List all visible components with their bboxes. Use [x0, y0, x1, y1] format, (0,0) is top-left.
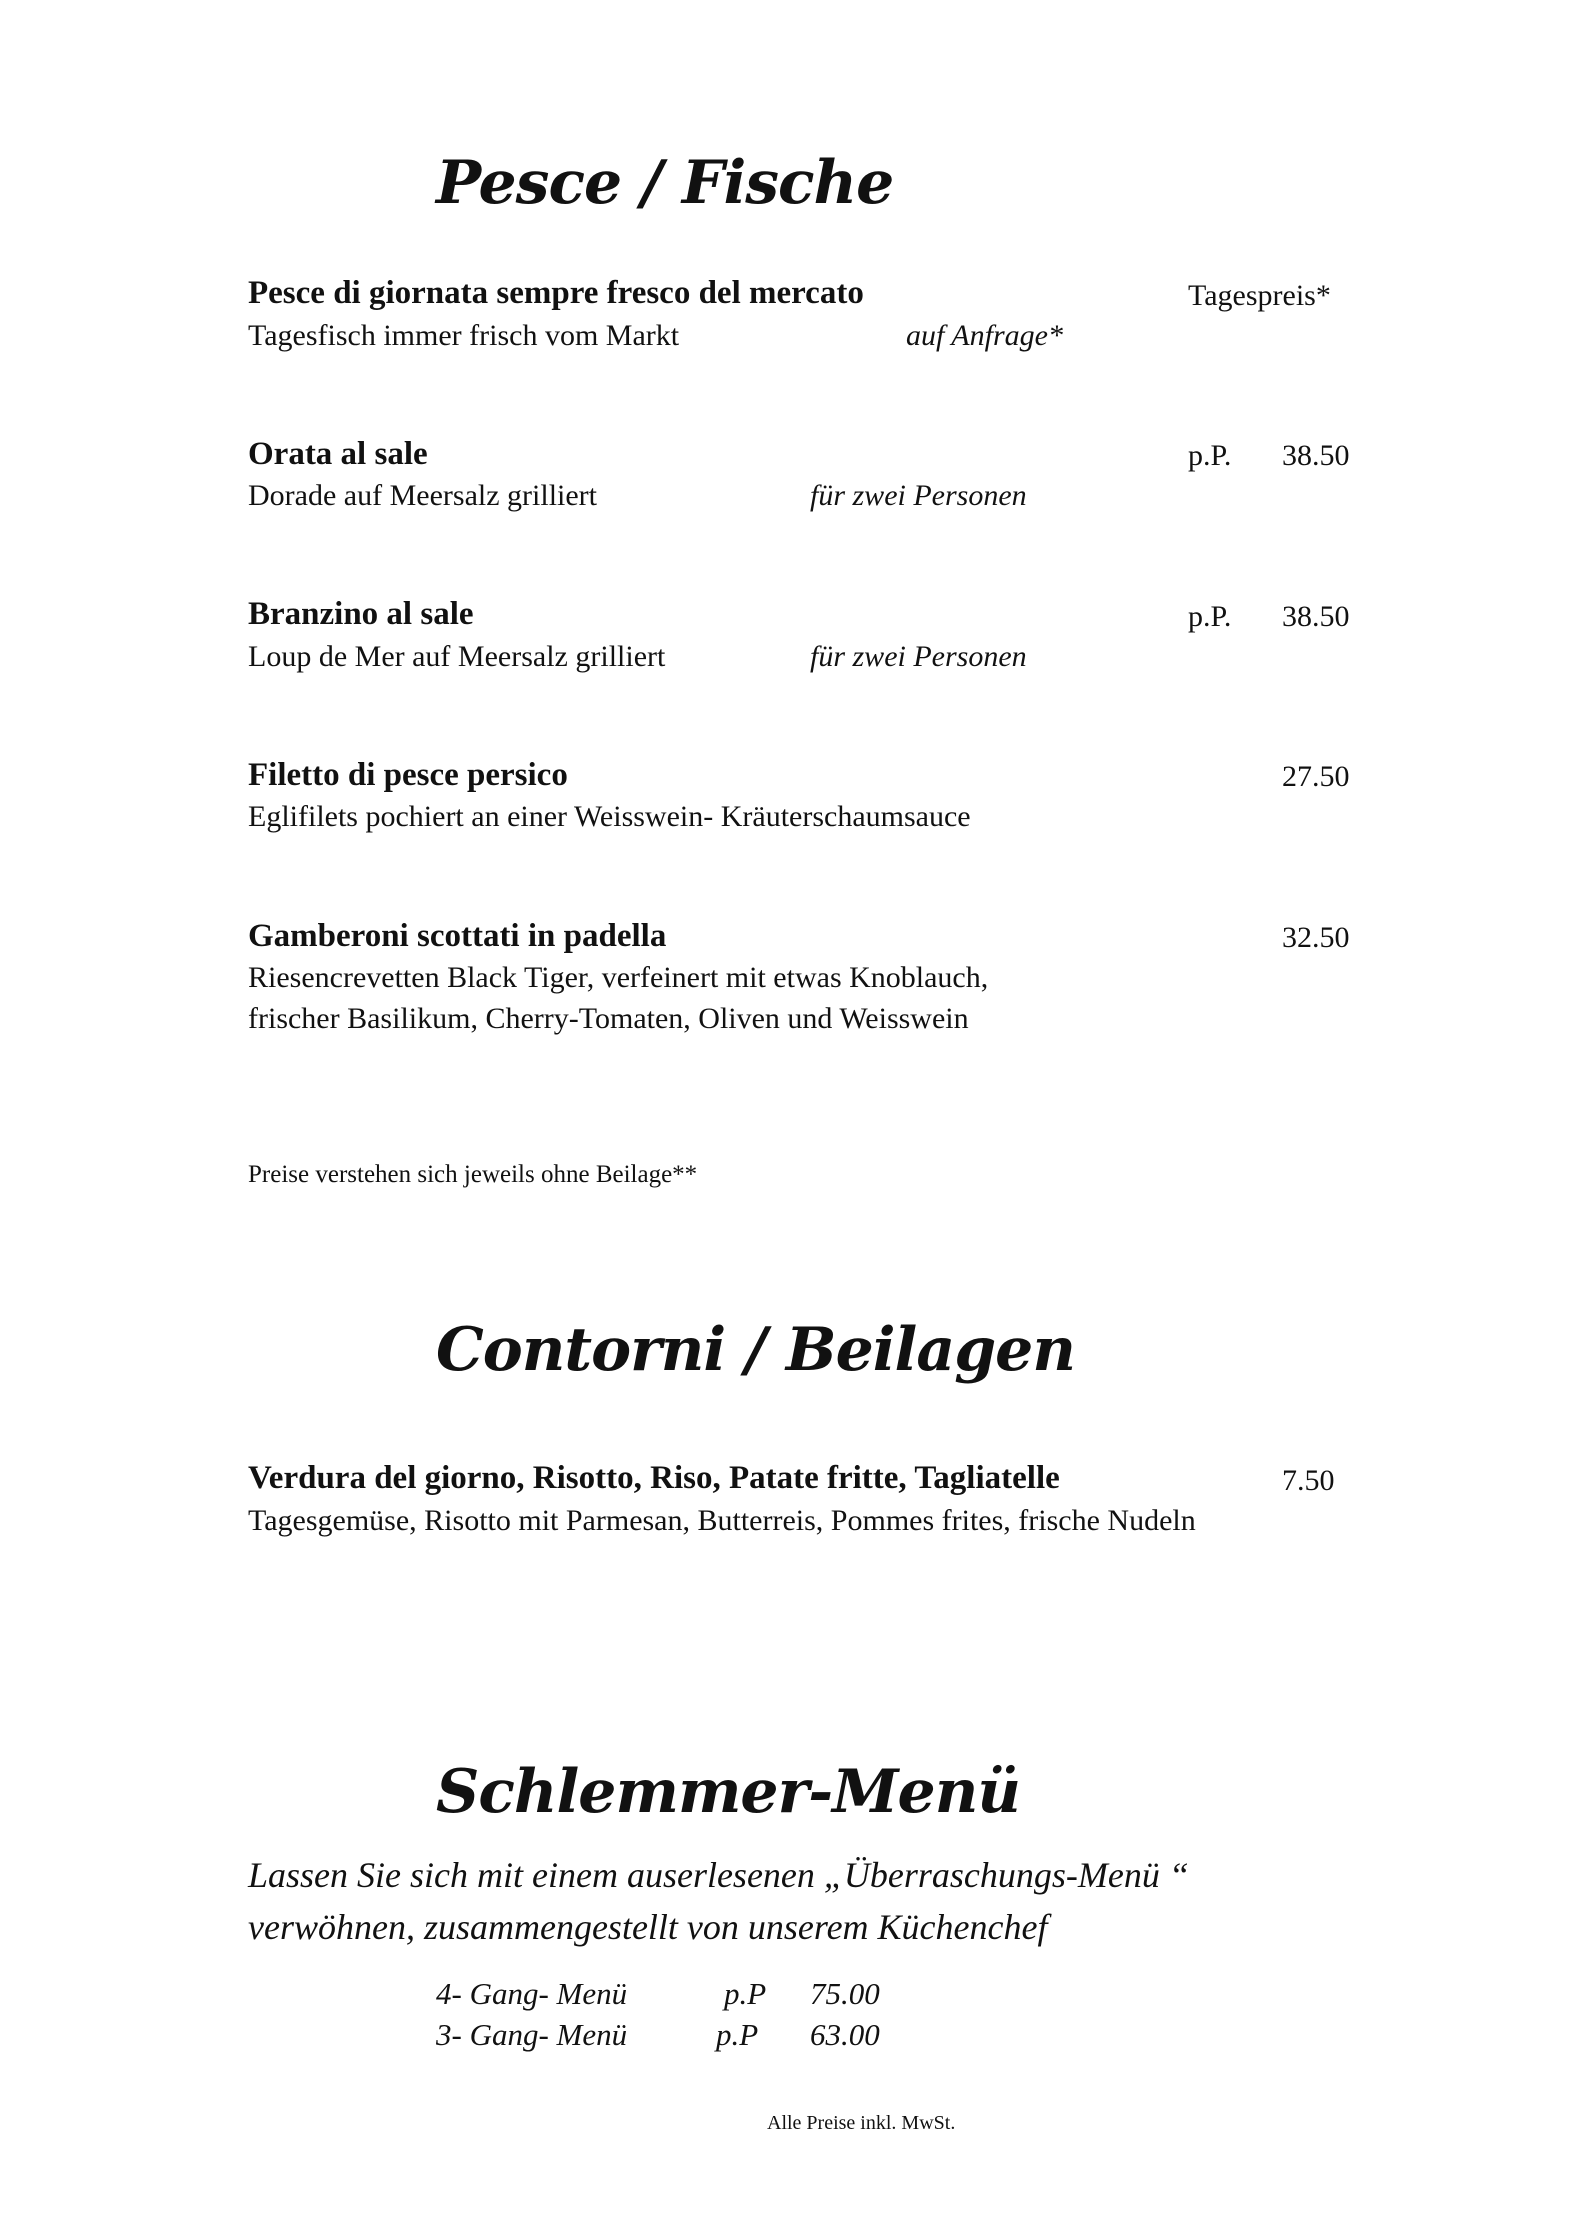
- dish-description: Dorade auf Meersalz grilliert: [248, 479, 597, 512]
- dish-description: Tagesfisch immer frisch vom Markt: [248, 319, 680, 352]
- dish-description-line2: frischer Basilikum, Cherry-Tomaten, Oliven und Weisswein: [248, 1002, 969, 1035]
- menu-option-label: 3- Gang- Menü: [436, 2017, 628, 2052]
- dish-name: Orata al sale: [248, 436, 428, 472]
- side-dish-price: 7.50: [1282, 1464, 1335, 1497]
- menu-intro-line2: verwöhnen, zusammengestellt von unserem Küchenchef: [248, 1907, 1048, 1947]
- dish-note: für zwei Personen: [810, 640, 1027, 673]
- dish-note: auf Anfrage*: [906, 319, 1063, 352]
- menu-section-title: Schlemmer-Menü: [436, 1757, 1020, 1827]
- menu-option-price: 75.00: [810, 1976, 880, 2011]
- menu-option-unit: p.P: [716, 2017, 759, 2052]
- sides-section-title: Contorni / Beilagen: [436, 1315, 1075, 1385]
- dish-name: Filetto di pesce persico: [248, 757, 568, 793]
- dish-price: 32.50: [1282, 921, 1350, 954]
- side-dish-description: Tagesgemüse, Risotto mit Parmesan, Butterreis, Pommes frites, frische Nudeln: [248, 1504, 1196, 1537]
- dish-price: Tagespreis*: [1188, 279, 1331, 312]
- dish-unit: p.P.: [1188, 439, 1232, 472]
- menu-option-unit: p.P: [724, 1976, 767, 2011]
- fish-section-title: Pesce / Fische: [436, 148, 894, 218]
- menu-intro-line1: Lassen Sie sich mit einem auserlesenen „Überraschungs-Menü “: [248, 1855, 1189, 1895]
- dish-name: Branzino al sale: [248, 596, 474, 632]
- dish-description: Riesencrevetten Black Tiger, verfeinert mit etwas Knoblauch,: [248, 961, 989, 994]
- dish-name: Pesce di giornata sempre fresco del mercato: [248, 275, 864, 311]
- dish-description: Eglifilets pochiert an einer Weisswein- Kräuterschaumsauce: [248, 800, 971, 833]
- dish-note: für zwei Personen: [810, 479, 1027, 512]
- menu-option-label: 4- Gang- Menü: [436, 1976, 628, 2011]
- dish-price: 27.50: [1282, 760, 1350, 793]
- footer-vat-note: Alle Preise inkl. MwSt.: [767, 2112, 956, 2134]
- footnote: Preise verstehen sich jeweils ohne Beilage**: [248, 1161, 698, 1188]
- dish-description: Loup de Mer auf Meersalz grilliert: [248, 640, 666, 673]
- dish-price: 38.50: [1282, 439, 1350, 472]
- dish-price: 38.50: [1282, 600, 1350, 633]
- side-dish-name: Verdura del giorno, Risotto, Riso, Patate fritte, Tagliatelle: [248, 1460, 1060, 1496]
- dish-unit: p.P.: [1188, 600, 1232, 633]
- dish-name: Gamberoni scottati in padella: [248, 918, 667, 954]
- menu-option-price: 63.00: [810, 2017, 880, 2052]
